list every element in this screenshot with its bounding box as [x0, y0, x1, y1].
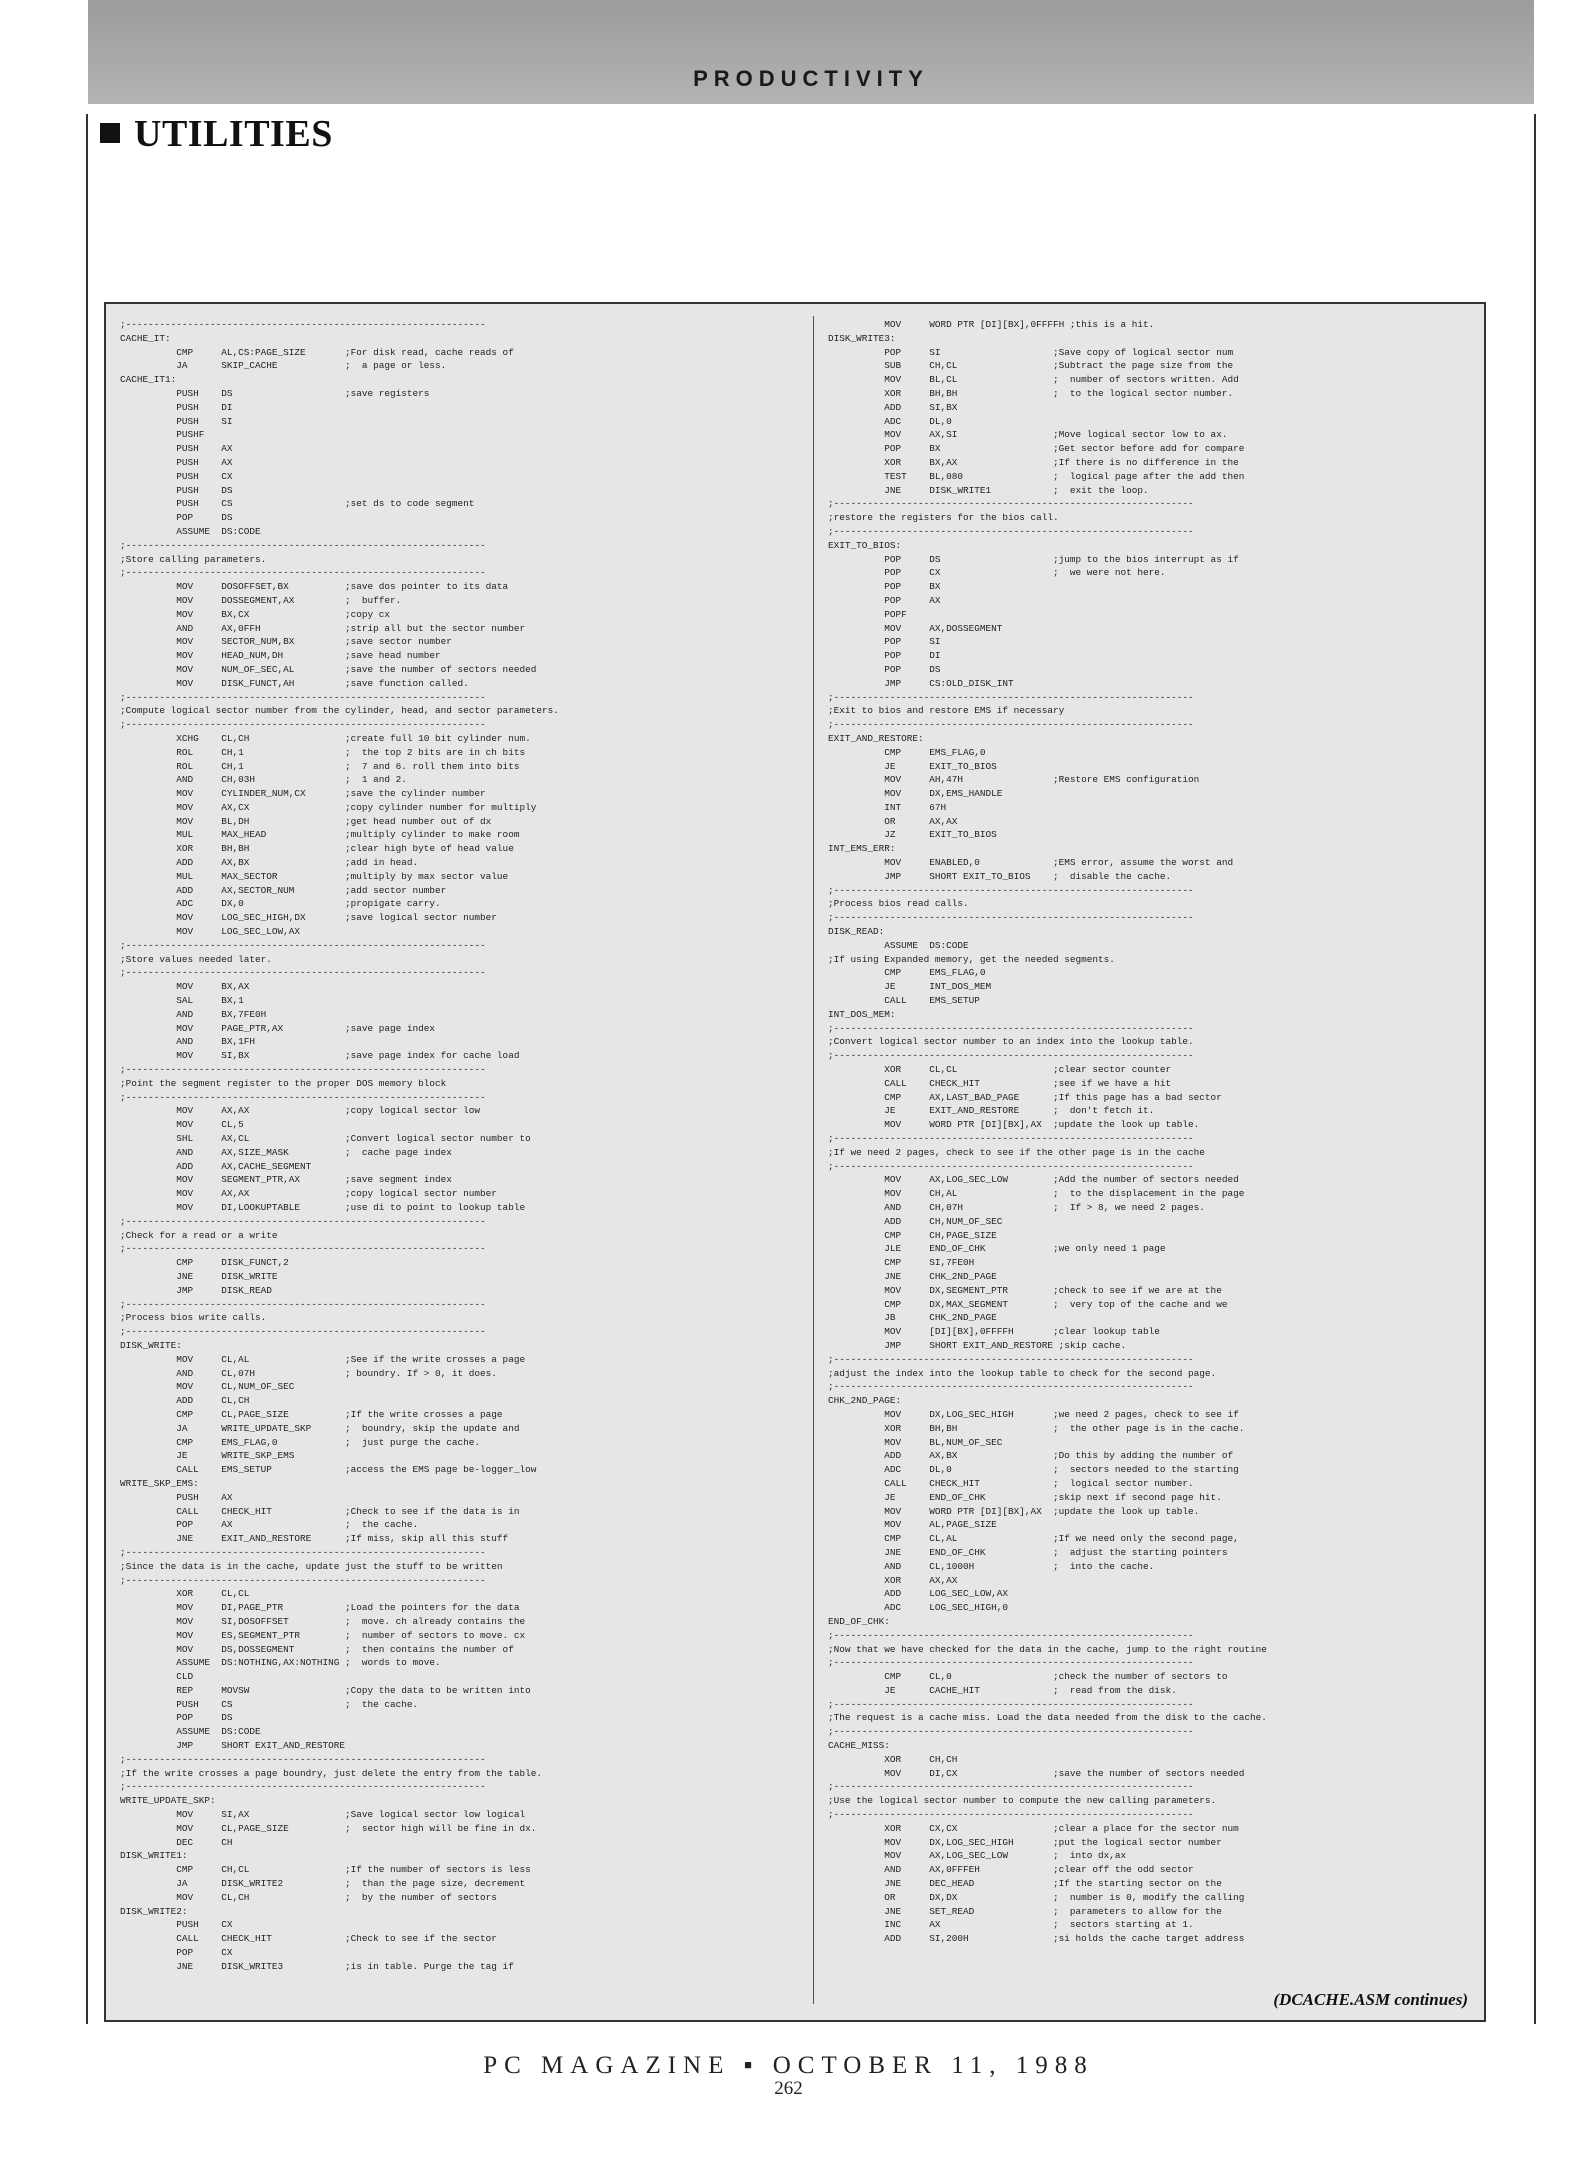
code-line: ;Store calling parameters.: [120, 553, 267, 565]
code-line: CALL EMS_SETUP ;access the EMS page be-logger_low: [120, 1464, 537, 1476]
column-divider: [813, 316, 814, 2004]
code-line: JB CHK_2ND_PAGE: [828, 1312, 997, 1324]
code-line: REP MOVSW ;Copy the data to be written into: [120, 1684, 531, 1696]
code-line: MOV DOSOFFSET,BX ;save dos pointer to its data: [120, 581, 509, 593]
code-line: ADD SI,200H ;si holds the cache target address: [828, 1933, 1245, 1945]
code-line: CMP DISK_FUNCT,2: [120, 1257, 289, 1269]
code-line: MOV CL,AL ;See if the write crosses a page: [120, 1353, 526, 1365]
code-line: MOV WORD PTR [DI][BX],AX ;update the look up table.: [828, 1505, 1200, 1517]
code-line: EXIT_AND_RESTORE:: [828, 732, 924, 744]
code-line: OR DX,DX ; number is 0, modify the calling: [828, 1891, 1245, 1903]
code-line: CMP CH,PAGE_SIZE: [828, 1229, 997, 1241]
code-line: WRITE_UPDATE_SKP:: [120, 1795, 216, 1807]
header-label: PRODUCTIVITY: [693, 66, 929, 91]
code-line: ;----------------------------------------------------------------: [828, 1160, 1194, 1172]
code-line: POP CX ; we were not here.: [828, 567, 1166, 579]
code-line: XOR BH,BH ; to the logical sector number.: [828, 387, 1234, 399]
code-line: ADC DX,0 ;propigate carry.: [120, 898, 441, 910]
code-line: CACHE_IT:: [120, 332, 171, 344]
code-line: MOV CL,5: [120, 1119, 244, 1131]
code-line: JMP SHORT EXIT_AND_RESTORE: [120, 1740, 346, 1752]
code-line: INC AX ; sectors starting at 1.: [828, 1919, 1194, 1931]
code-line: INT_DOS_MEM:: [828, 1008, 896, 1020]
code-line: ;----------------------------------------------------------------: [828, 1050, 1194, 1062]
code-line: POP DS: [828, 663, 941, 675]
code-line: ;Now that we have checked for the data in the cache, jump to the right routine: [828, 1643, 1267, 1655]
code-line: TEST BL,080 ; logical page after the add then: [828, 470, 1245, 482]
code-line: ;Use the logical sector number to compute the new calling parameters.: [828, 1795, 1217, 1807]
code-line: MOV DX,LOG_SEC_HIGH ;put the logical sector number: [828, 1836, 1222, 1848]
code-line: POP DS: [120, 512, 233, 524]
code-line: XOR CL,CL: [120, 1588, 250, 1600]
code-line: CMP CL,AL ;If we need only the second page,: [828, 1533, 1239, 1545]
code-line: POPF: [828, 608, 907, 620]
code-line: CACHE_IT1:: [120, 374, 177, 386]
code-line: CMP CL,0 ;check the number of sectors to: [828, 1671, 1228, 1683]
code-line: ADD CL,CH: [120, 1395, 250, 1407]
code-line: PUSH SI: [120, 415, 233, 427]
code-line: MOV AX,AX ;copy logical sector low: [120, 1105, 481, 1117]
code-line: ;----------------------------------------------------------------: [120, 1753, 486, 1765]
code-line: ;----------------------------------------------------------------: [120, 1091, 486, 1103]
code-line: MOV DX,SEGMENT_PTR ;check to see if we are at the: [828, 1284, 1222, 1296]
code-line: ;restore the registers for the bios call.: [828, 512, 1059, 524]
code-line: ;----------------------------------------------------------------: [828, 1381, 1194, 1393]
page-number: 262: [774, 2078, 803, 2099]
code-line: CMP SI,7FE0H: [828, 1257, 975, 1269]
code-line: ;----------------------------------------------------------------: [828, 1629, 1194, 1641]
code-line: ;----------------------------------------------------------------: [120, 1781, 486, 1793]
code-line: JNE END_OF_CHK ; adjust the starting pointers: [828, 1546, 1228, 1558]
code-line: ADD AX,SECTOR_NUM ;add sector number: [120, 884, 447, 896]
code-line: EXIT_TO_BIOS:: [828, 539, 902, 551]
code-line: MOV DI,PAGE_PTR ;Load the pointers for the data: [120, 1602, 520, 1614]
code-line: MOV BL,CL ; number of sectors written. Add: [828, 374, 1239, 386]
code-line: JMP SHORT EXIT_TO_BIOS ; disable the cache.: [828, 870, 1172, 882]
code-line: MOV DX,LOG_SEC_HIGH ;we need 2 pages, check to see if: [828, 1408, 1239, 1420]
code-line: MOV HEAD_NUM,DH ;save head number: [120, 650, 441, 662]
code-line: POP BX ;Get sector before add for compare: [828, 443, 1245, 455]
code-line: POP DS ;jump to the bios interrupt as if: [828, 553, 1239, 565]
code-line: ;----------------------------------------------------------------: [828, 1657, 1194, 1669]
code-line: PUSH CS ; the cache.: [120, 1698, 419, 1710]
bullet-square-icon: [100, 123, 120, 143]
code-line: ;----------------------------------------------------------------: [120, 539, 486, 551]
code-line: MOV LOG_SEC_LOW,AX: [120, 926, 301, 938]
code-line: AND CH,07H ; If > 8, we need 2 pages.: [828, 1202, 1205, 1213]
code-line: JNE DEC_HEAD ;If the starting sector on the: [828, 1878, 1222, 1890]
code-line: CHK_2ND_PAGE:: [828, 1395, 902, 1407]
code-line: CALL CHECK_HIT ;Check to see if the sector: [120, 1933, 497, 1945]
code-line: CALL EMS_SETUP: [828, 995, 980, 1007]
code-line: ;----------------------------------------------------------------: [120, 1243, 486, 1255]
code-line: AND CH,03H ; 1 and 2.: [120, 774, 407, 786]
code-line: ;----------------------------------------------------------------: [120, 1326, 486, 1338]
code-line: AND AX,0FFFEH ;clear off the odd sector: [828, 1864, 1194, 1876]
code-line: ADC DL,0: [828, 415, 952, 427]
code-line: JNE CHK_2ND_PAGE: [828, 1270, 997, 1282]
code-line: ;----------------------------------------------------------------: [120, 719, 486, 731]
code-line: DISK_READ:: [828, 926, 885, 938]
code-line: ;----------------------------------------------------------------: [828, 1353, 1194, 1365]
code-line: OR AX,AX: [828, 815, 958, 827]
header-band: [88, 0, 1534, 104]
code-line: CMP EMS_FLAG,0 ; just purge the cache.: [120, 1436, 481, 1448]
code-line: PUSH CX: [120, 470, 233, 482]
section-heading: [100, 112, 333, 156]
code-line: CALL CHECK_HIT ; logical sector number.: [828, 1477, 1194, 1489]
code-line: XOR CX,CX ;clear a place for the sector num: [828, 1822, 1239, 1834]
code-line: ;adjust the index into the lookup table to check for the second page.: [828, 1367, 1217, 1379]
code-line: AND CL,1000H ; into the cache.: [828, 1560, 1155, 1572]
code-line: POP AX: [828, 594, 941, 606]
code-line: DISK_WRITE:: [120, 1339, 182, 1351]
code-line: ;----------------------------------------------------------------: [120, 1064, 486, 1076]
code-line: CMP CH,CL ;If the number of sectors is less: [120, 1864, 531, 1876]
code-line: DEC CH: [120, 1836, 233, 1848]
code-line: AND BX,7FE0H: [120, 1008, 267, 1020]
code-line: ADD AX,BX ;add in head.: [120, 857, 419, 869]
code-line: ;----------------------------------------------------------------: [120, 319, 486, 330]
code-line: XOR AX,AX: [828, 1574, 958, 1586]
code-line: ADC DL,0 ; sectors needed to the starting: [828, 1464, 1239, 1476]
code-line: JA DISK_WRITE2 ; than the page size, decrement: [120, 1878, 526, 1890]
code-line: MOV CYLINDER_NUM,CX ;save the cylinder number: [120, 788, 486, 800]
code-line: PUSH AX: [120, 456, 233, 468]
code-line: MOV SI,DOSOFFSET ; move. ch already contains the: [120, 1615, 526, 1627]
code-line: MOV CL,CH ; by the number of sectors: [120, 1891, 497, 1903]
code-line: ;----------------------------------------------------------------: [828, 498, 1194, 510]
code-line: POP BX: [828, 581, 941, 593]
code-line: INT_EMS_ERR:: [828, 843, 896, 855]
code-line: ASSUME DS:CODE: [120, 525, 261, 537]
code-line: JNE SET_READ ; parameters to allow for the: [828, 1905, 1222, 1917]
code-line: AND AX,0FFH ;strip all but the sector number: [120, 622, 526, 634]
code-line: POP CX: [120, 1947, 233, 1959]
code-line: ASSUME DS:CODE: [120, 1726, 261, 1738]
code-line: MOV SI,BX ;save page index for cache load: [120, 1050, 520, 1062]
code-line: PUSH AX: [120, 1491, 233, 1503]
code-line: JA WRITE_UPDATE_SKP ; boundry, skip the update and: [120, 1422, 520, 1434]
code-line: PUSH CX: [120, 1919, 233, 1931]
code-line: JE EXIT_TO_BIOS: [828, 760, 997, 772]
code-line: ;----------------------------------------------------------------: [120, 691, 486, 703]
section-title: UTILITIES: [134, 113, 333, 155]
code-line: ASSUME DS:CODE: [828, 939, 969, 951]
code-line: WRITE_SKP_EMS:: [120, 1477, 199, 1489]
code-line: ADC LOG_SEC_HIGH,0: [828, 1602, 1009, 1614]
code-line: MOV AX,SI ;Move logical sector low to ax.: [828, 429, 1228, 441]
code-line: ;----------------------------------------------------------------: [120, 967, 486, 979]
code-line: JNE DISK_WRITE1 ; exit the loop.: [828, 484, 1149, 496]
code-line: ;If the write crosses a page boundry, just delete the entry from the table.: [120, 1767, 542, 1779]
code-line: ADD AX,BX ;Do this by adding the number of: [828, 1450, 1234, 1462]
code-line: CMP CL,PAGE_SIZE ;If the write crosses a page: [120, 1408, 503, 1420]
code-line: CMP AX,LAST_BAD_PAGE ;If this page has a bad sector: [828, 1091, 1222, 1103]
code-line: ;Store values needed later.: [120, 953, 272, 965]
continuation-note: (DCACHE.ASM continues): [1273, 1990, 1468, 2009]
code-line: JE CACHE_HIT ; read from the disk.: [828, 1684, 1177, 1696]
code-line: JMP CS:OLD_DISK_INT: [828, 677, 1014, 689]
code-line: ;Since the data is in the cache, update just the stuff to be written: [120, 1560, 503, 1572]
code-line: AND BX,1FH: [120, 1036, 256, 1048]
code-line: PUSH AX: [120, 443, 233, 455]
code-line: ;----------------------------------------------------------------: [120, 567, 486, 579]
code-line: ;----------------------------------------------------------------: [828, 884, 1194, 896]
code-line: MOV AX,DOSSEGMENT: [828, 622, 1003, 634]
code-line: MOV WORD PTR [DI][BX],0FFFFH ;this is a hit.: [828, 319, 1155, 330]
code-line: ;Compute logical sector number from the cylinder, head, and sector parameters.: [120, 705, 559, 717]
code-line: MOV DS,DOSSEGMENT ; then contains the number of: [120, 1643, 514, 1655]
code-line: ;If we need 2 pages, check to see if the other page is in the cache: [828, 1146, 1205, 1158]
code-line: ADD AX,CACHE_SEGMENT: [120, 1160, 312, 1172]
code-line: PUSH DI: [120, 401, 233, 413]
code-line: ;----------------------------------------------------------------: [828, 525, 1194, 537]
code-line: MOV BX,CX ;copy cx: [120, 608, 391, 620]
code-line: JLE END_OF_CHK ;we only need 1 page: [828, 1243, 1166, 1255]
code-line: MOV DI,CX ;save the number of sectors needed: [828, 1767, 1245, 1779]
code-line: CMP AL,CS:PAGE_SIZE ;For disk read, cache reads of: [120, 346, 514, 358]
code-column-right: [828, 318, 1486, 1946]
code-line: ADD CH,NUM_OF_SEC: [828, 1215, 1003, 1227]
code-line: CACHE_MISS:: [828, 1740, 890, 1752]
code-line: PUSH CS ;set ds to code segment: [120, 498, 475, 510]
code-line: ;The request is a cache miss. Load the data needed from the disk to the cache.: [828, 1712, 1267, 1724]
code-line: CMP DX,MAX_SEGMENT ; very top of the cache and we: [828, 1298, 1228, 1310]
code-line: ;----------------------------------------------------------------: [120, 939, 486, 951]
code-line: MOV DOSSEGMENT,AX ; buffer.: [120, 594, 402, 606]
code-line: ;----------------------------------------------------------------: [828, 1022, 1194, 1034]
code-line: MOV CL,NUM_OF_SEC: [120, 1381, 295, 1393]
code-line: JE INT_DOS_MEM: [828, 981, 992, 993]
code-line: CLD: [120, 1671, 194, 1683]
code-line: MOV BL,DH ;get head number out of dx: [120, 815, 492, 827]
code-line: MOV WORD PTR [DI][BX],AX ;update the look up table.: [828, 1119, 1200, 1131]
code-line: ROL CH,1 ; the top 2 bits are in ch bits: [120, 746, 526, 758]
code-line: MOV AX,CX ;copy cylinder number for multiply: [120, 801, 537, 813]
code-line: XOR BH,BH ;clear high byte of head value: [120, 843, 514, 855]
code-line: ;----------------------------------------------------------------: [120, 1546, 486, 1558]
code-line: XOR CH,CH: [828, 1753, 958, 1765]
code-line: DISK_WRITE2:: [120, 1905, 188, 1917]
code-line: MOV AX,AX ;copy logical sector number: [120, 1188, 497, 1200]
code-line: ;Check for a read or a write: [120, 1229, 278, 1241]
code-line: MOV [DI][BX],0FFFFH ;clear lookup table: [828, 1326, 1160, 1338]
code-line: MOV NUM_OF_SEC,AL ;save the number of sectors needed: [120, 663, 537, 675]
code-line: MUL MAX_HEAD ;multiply cylinder to make room: [120, 829, 520, 841]
code-line: ;----------------------------------------------------------------: [120, 1298, 486, 1310]
code-line: MOV CL,PAGE_SIZE ; sector high will be fine in dx.: [120, 1822, 537, 1834]
code-line: ;----------------------------------------------------------------: [828, 1698, 1194, 1710]
code-line: POP SI ;Save copy of logical sector num: [828, 346, 1234, 358]
code-line: JMP DISK_READ: [120, 1284, 272, 1296]
code-line: POP SI: [828, 636, 941, 648]
code-line: ;Convert logical sector number to an index into the lookup table.: [828, 1036, 1194, 1048]
code-line: JMP SHORT EXIT_AND_RESTORE ;skip cache.: [828, 1339, 1127, 1351]
code-line: CMP EMS_FLAG,0: [828, 746, 986, 758]
code-line: DISK_WRITE1:: [120, 1850, 188, 1862]
code-line: ;----------------------------------------------------------------: [828, 719, 1194, 731]
code-line: END_OF_CHK:: [828, 1615, 890, 1627]
code-line: SAL BX,1: [120, 995, 244, 1007]
code-line: XOR BX,AX ;If there is no difference in the: [828, 456, 1239, 468]
code-line: MOV CH,AL ; to the displacement in the page: [828, 1188, 1245, 1200]
code-line: XOR BH,BH ; the other page is in the cache.: [828, 1422, 1245, 1434]
code-line: ;----------------------------------------------------------------: [828, 912, 1194, 924]
code-line: JNE EXIT_AND_RESTORE ;If miss, skip all this stuff: [120, 1533, 509, 1545]
code-line: AND CL,07H ; boundry. If > 0, it does.: [120, 1367, 497, 1379]
code-line: ADD SI,BX: [828, 401, 958, 413]
code-line: CALL CHECK_HIT ;Check to see if the data is in: [120, 1505, 520, 1517]
code-line: ;----------------------------------------------------------------: [828, 1809, 1194, 1821]
code-line: JA SKIP_CACHE ; a page or less.: [120, 360, 447, 372]
code-line: MOV BL,NUM_OF_SEC: [828, 1436, 1003, 1448]
code-listing-box: [104, 302, 1486, 2022]
code-line: ;----------------------------------------------------------------: [828, 1133, 1194, 1145]
code-line: MOV DI,LOOKUPTABLE ;use di to point to lookup table: [120, 1202, 526, 1213]
code-line: MOV AX,LOG_SEC_LOW ; into dx,ax: [828, 1850, 1127, 1862]
code-line: MOV SEGMENT_PTR,AX ;save segment index: [120, 1174, 452, 1186]
code-line: ;----------------------------------------------------------------: [828, 1781, 1194, 1793]
code-line: ;----------------------------------------------------------------: [828, 691, 1194, 703]
code-line: CALL CHECK_HIT ;see if we have a hit: [828, 1077, 1172, 1089]
code-line: MOV AX,LOG_SEC_LOW ;Add the number of sectors needed: [828, 1174, 1239, 1186]
code-line: DISK_WRITE3:: [828, 332, 896, 344]
code-line: PUSH DS: [120, 484, 233, 496]
code-line: MOV ES,SEGMENT_PTR ; number of sectors to move. cx: [120, 1629, 526, 1641]
code-line: ;----------------------------------------------------------------: [120, 1215, 486, 1227]
code-line: SUB CH,CL ;Subtract the page size from the: [828, 360, 1234, 372]
code-line: JE END_OF_CHK ;skip next if second page hit.: [828, 1491, 1222, 1503]
code-line: MOV DISK_FUNCT,AH ;save function called.: [120, 677, 469, 689]
code-line: ;Process bios read calls.: [828, 898, 969, 910]
code-line: JE WRITE_SKP_EMS: [120, 1450, 295, 1462]
code-line: ;----------------------------------------------------------------: [120, 1574, 486, 1586]
code-line: JNE DISK_WRITE: [120, 1270, 278, 1282]
code-line: ;Point the segment register to the proper DOS memory block: [120, 1077, 447, 1089]
code-line: INT 67H: [828, 801, 947, 813]
code-line: MOV SI,AX ;Save logical sector low logical: [120, 1809, 526, 1821]
code-line: ;Process bios write calls.: [120, 1312, 267, 1324]
code-line: MOV AH,47H ;Restore EMS configuration: [828, 774, 1200, 786]
code-line: ASSUME DS:NOTHING,AX:NOTHING ; words to move.: [120, 1657, 441, 1669]
code-column-left: [120, 318, 790, 1974]
code-line: ROL CH,1 ; 7 and 6. roll them into bits: [120, 760, 520, 772]
code-line: ADD LOG_SEC_LOW,AX: [828, 1588, 1009, 1600]
code-line: ;Exit to bios and restore EMS if necessary: [828, 705, 1065, 717]
code-line: JZ EXIT_TO_BIOS: [828, 829, 997, 841]
code-line: MOV LOG_SEC_HIGH,DX ;save logical sector number: [120, 912, 497, 924]
code-line: ;----------------------------------------------------------------: [828, 1726, 1194, 1738]
code-line: MOV ENABLED,0 ;EMS error, assume the worst and: [828, 857, 1234, 869]
code-line: MOV SECTOR_NUM,BX ;save sector number: [120, 636, 452, 648]
code-line: CMP EMS_FLAG,0: [828, 967, 986, 979]
code-line: MOV AL,PAGE_SIZE: [828, 1519, 997, 1531]
code-line: PUSH DS ;save registers: [120, 387, 430, 399]
code-line: POP DS: [120, 1712, 233, 1724]
code-line: AND AX,SIZE_MASK ; cache page index: [120, 1146, 452, 1158]
code-line: SHL AX,CL ;Convert logical sector number to: [120, 1133, 531, 1145]
code-line: MUL MAX_SECTOR ;multiply by max sector value: [120, 870, 509, 882]
code-line: MOV BX,AX: [120, 981, 250, 993]
code-line: PUSHF: [120, 429, 205, 441]
code-line: MOV DX,EMS_HANDLE: [828, 788, 1003, 800]
code-line: XCHG CL,CH ;create full 10 bit cylinder num.: [120, 732, 531, 744]
code-line: XOR CL,CL ;clear sector counter: [828, 1064, 1172, 1076]
code-line: ;If using Expanded memory, get the needed segments.: [828, 953, 1115, 965]
code-line: MOV PAGE_PTR,AX ;save page index: [120, 1022, 436, 1034]
code-line: JE EXIT_AND_RESTORE ; don't fetch it.: [828, 1105, 1155, 1117]
code-line: POP AX ; the cache.: [120, 1519, 419, 1531]
code-line: JNE DISK_WRITE3 ;is in table. Purge the tag if: [120, 1960, 514, 1972]
footer-publication: PC MAGAZINE ▪ OCTOBER 11, 1988: [483, 2052, 1094, 2079]
code-line: POP DI: [828, 650, 941, 662]
